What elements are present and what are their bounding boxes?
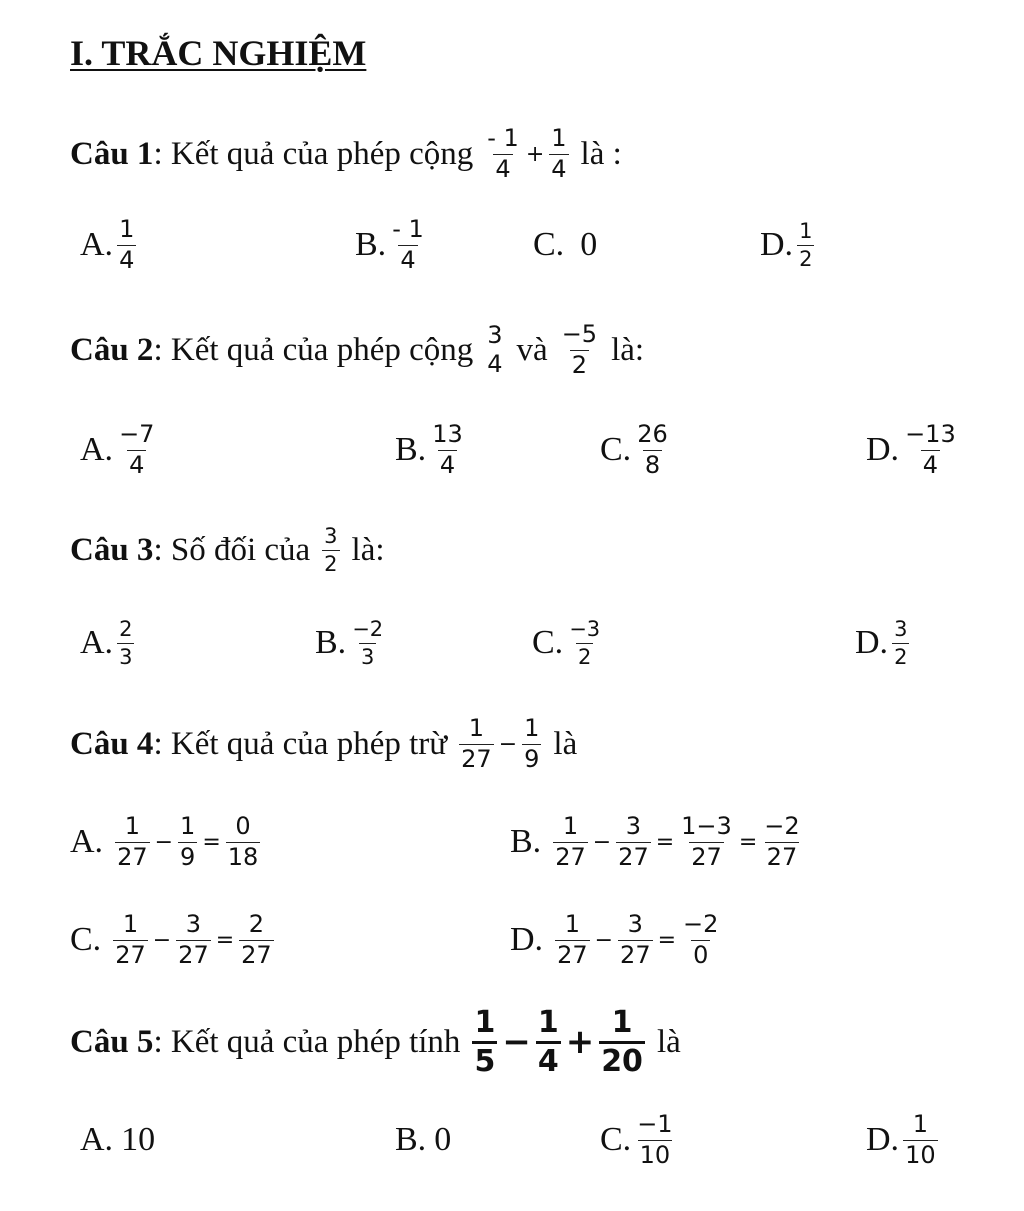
section-title: I. TRẮC NGHIỆM [70,33,367,73]
fraction: $\frac{1}{27}$ [117,812,148,871]
fraction: $\frac{-5}{2}$ [561,320,598,379]
option-2c[interactable]: C. $\frac{26}{8}$ [600,420,668,479]
fraction: $\frac{- 1}{4}$ [392,215,424,274]
question-suffix: là: [351,531,385,568]
fraction: $\frac{13}{4}$ [432,420,463,479]
question-prompt: : Kết quả của phép trừ [153,725,448,762]
equals-sign: = [657,927,677,953]
fraction: $\frac{3}{27}$ [618,812,649,871]
option-1c[interactable]: C. 0 [533,226,598,263]
option-4b[interactable]: B. $\frac{1}{27}$ − $\frac{3}{27}$ = $\frac{1-3}{27}$ = $\frac{-2}{27}$ [510,812,800,871]
fraction: $\frac{1}{4}$ [551,124,567,183]
fraction: $\frac{2}{3}$ [119,617,133,669]
fraction: 3 4 [487,320,503,378]
question-prompt: : Kết quả của phép cộng [153,331,474,368]
equals-sign: = [655,829,675,855]
fraction: $\frac{3}{27}$ [178,910,209,969]
fraction: $\frac{2}{27}$ [241,910,272,969]
fraction: $\frac{-7}{4}$ [119,420,155,479]
minus-sign: − [154,829,174,855]
equals-sign: = [202,829,221,855]
option-3b[interactable]: B. $\frac{-2}{3}$ [315,617,384,669]
fraction: $\frac{-2}{27}$ [764,812,800,871]
fraction: $\frac{1-3}{27}$ [681,812,732,871]
option-2d[interactable]: D. $\frac{-13}{4}$ [866,420,956,479]
option-4d[interactable]: D. $\frac{1}{27}$ − $\frac{3}{27}$ = $\frac{-2}{0}$ [510,910,719,969]
option-2b[interactable]: B. $\frac{13}{4}$ [395,420,463,479]
option-2a[interactable]: A. $\frac{-7}{4}$ [80,420,155,479]
option-3c[interactable]: C. $\frac{-3}{2}$ [532,617,601,669]
equals-sign: = [738,829,758,855]
question-label: Câu 4 [70,725,154,762]
fraction: $\frac{-13}{4}$ [905,420,956,479]
question-4 [70,694,577,794]
fraction: $\frac{1}{2}$ [799,219,813,271]
question-prompt: : Kết quả của phép tính [153,1023,461,1060]
fraction: $\frac{-2}{3}$ [352,617,384,669]
question-suffix: là [553,725,578,762]
fraction: $\frac{1}{27}$ [461,714,492,773]
option-4c[interactable]: C. $\frac{1}{27}$ − $\frac{3}{27}$ = $\frac{2}{27}$ [70,910,272,969]
question-suffix: là : [580,135,622,172]
question-label: Câu 1 [70,135,154,172]
question-label: Câu 3 [70,531,154,568]
fraction: $\frac{1}{9}$ [524,714,540,773]
option-1d[interactable]: D. $\frac{1}{2}$ [760,219,813,271]
fraction: $\frac{-3}{2}$ [569,617,601,669]
minus-sign: − [594,927,614,953]
minus-sign: − [498,731,518,757]
fraction: $\frac{1}{27}$ [115,910,146,969]
fraction: $\frac{1}{4}$ [537,1005,559,1079]
question-suffix: là [656,1023,681,1060]
question-3 [70,500,385,600]
option-1b[interactable]: B. $\frac{- 1}{4}$ [355,215,424,274]
question-label: Câu 5 [70,1023,154,1060]
option-4a[interactable]: A. $\frac{1}{27}$ − $\frac{1}{9}$ = $\frac{0}{18}$ [70,812,259,871]
option-3d[interactable]: D. $\frac{3}{2}$ [855,617,908,669]
fraction: $\frac{3}{2}$ [324,524,338,576]
fraction: $\frac{1}{4}$ [119,215,135,274]
question-label: Câu 2 [70,331,154,368]
option-1a[interactable]: A. $\frac{1}{4}$ [80,215,135,274]
question-prompt: : Số đối của [153,531,311,568]
minus-sign: − [592,829,612,855]
plus-sign: + [565,1022,595,1062]
question-prompt: : Kết quả của phép cộng [153,135,474,172]
fraction: $\frac{0}{18}$ [227,812,259,871]
fraction: $\frac{-2}{0}$ [683,910,719,969]
fraction: $\frac{1}{20}$ [601,1005,643,1079]
option-5c[interactable]: C. $\frac{-1}{10}$ [600,1110,673,1169]
question-1 [70,108,622,200]
minus-sign: − [502,1022,531,1062]
fraction: $\frac{3}{27}$ [620,910,651,969]
question-5 [70,988,681,1096]
fraction: $\frac{26}{8}$ [637,420,668,479]
fraction: $\frac{1}{10}$ [905,1110,936,1169]
fraction: $\frac{1}{5}$ [474,1005,496,1079]
option-3a[interactable]: A. $\frac{2}{3}$ [80,617,133,669]
question-mid: và [516,331,548,368]
option-5b[interactable]: B. 0 [395,1121,452,1158]
fraction: $\frac{1}{9}$ [180,812,196,871]
option-5a[interactable]: A. 10 [80,1121,156,1158]
fraction: $\frac{-1}{10}$ [637,1110,673,1169]
fraction: $\frac{3}{2}$ [894,617,908,669]
question-suffix: là: [611,331,645,368]
minus-sign: − [152,927,172,953]
option-5d[interactable]: D. $\frac{1}{10}$ [866,1110,936,1169]
fraction: $\frac{1}{27}$ [555,812,586,871]
question-2 [70,300,644,400]
fraction: $\frac{- 1}{4}$ [487,124,519,183]
equals-sign: = [215,927,235,953]
fraction: $\frac{1}{27}$ [557,910,588,969]
plus-sign: + [525,141,545,167]
